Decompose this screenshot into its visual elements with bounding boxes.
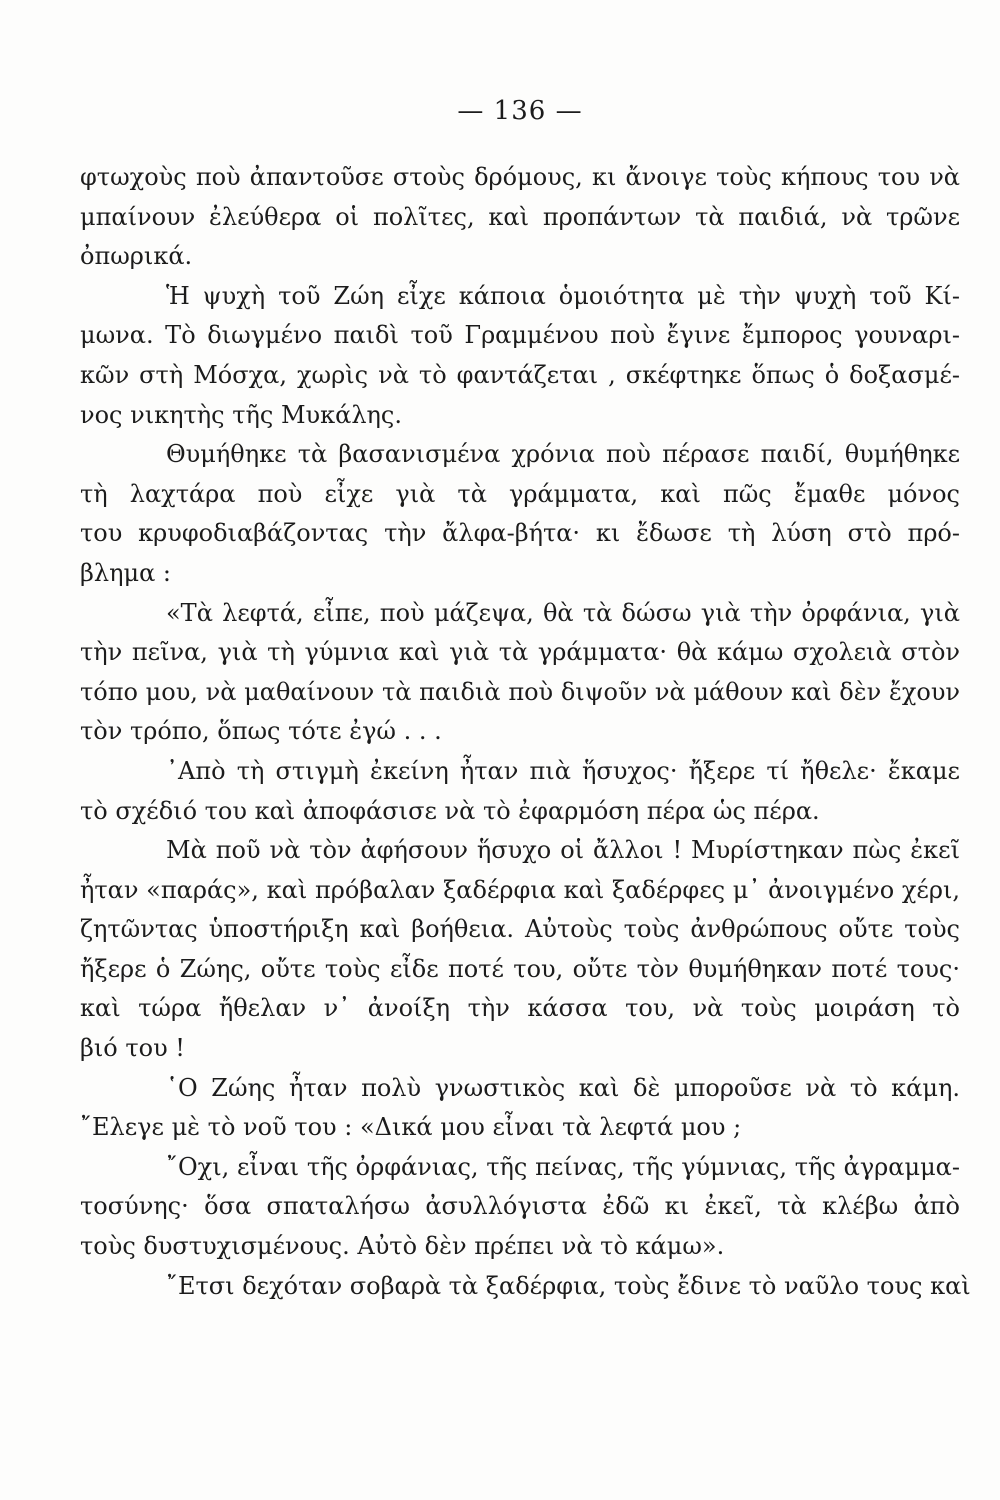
- text-line: κῶν στὴ Μόσχα, χωρὶς νὰ τὸ φαντάζεται , σκέφτηκε ὅπως ὁ δοξασμέ-: [80, 360, 960, 389]
- text-line: του κρυφοδιαβάζοντας τὴν ἄλφα-βήτα· κι ἔδωσε τὴ λύση στὸ πρό-: [80, 519, 960, 548]
- text-line: Μὰ ποῦ νὰ τὸν ἀφήσουν ἥσυχο οἱ ἄλλοι ! Μυρίστηκαν πὼς ἐκεῖ: [166, 836, 960, 865]
- body-text: [80, 158, 971, 1306]
- text-line: βιό του !: [80, 1034, 185, 1063]
- text-line: ἦταν «παράς», καὶ πρόβαλαν ξαδέρφια καὶ ξαδέρφες μ᾿ ἀνοιγμένο χέρι,: [80, 875, 960, 904]
- text-line: τὴν πεῖνα, γιὰ τὴ γύμνια καὶ γιὰ τὰ γράμματα· θὰ κάμω σχολειὰ στὸν: [80, 638, 960, 667]
- text-line: μπαίνουν ἐλεύθερα οἱ πολῖτες, καὶ προπάντων τὰ παιδιά, νὰ τρῶνε: [80, 202, 960, 231]
- text-line: ῎Οχι, εἶναι τῆς ὀρφάνιας, τῆς πείνας, τῆς γύμνιας, τῆς ἀγραμμα-: [166, 1152, 960, 1181]
- text-line: φτωχοὺς ποὺ ἀπαντοῦσε στοὺς δρόμους, κι ἄνοιγε τοὺς κήπους του νὰ: [80, 163, 960, 191]
- text-line: ἤξερε ὁ Ζώης, οὔτε τοὺς εἶδε ποτέ του, οὔτε τὸν θυμήθηκαν ποτέ τους·: [80, 954, 960, 983]
- text-line: τὴ λαχτάρα ποὺ εἶχε γιὰ τὰ γράμματα, καὶ πῶς ἔμαθε μόνος: [80, 479, 960, 508]
- text-line: καὶ τώρα ἤθελαν ν᾿ ἀνοίξη τὴν κάσσα του, νὰ τοὺς μοιράση τὸ: [80, 994, 960, 1023]
- text-line: τόπο μου, νὰ μαθαίνουν τὰ παιδιὰ ποὺ διψοῦν νὰ μάθουν καὶ δὲν ἔχουν: [80, 677, 960, 706]
- text-line: βλημα :: [80, 558, 171, 587]
- text-line: ᾿Απὸ τὴ στιγμὴ ἐκείνη ἦταν πιὰ ἥσυχος· ἤξερε τί ἤθελε· ἔκαμε: [166, 756, 960, 785]
- text-line: ῎Ελεγε μὲ τὸ νοῦ του : «Δικά μου εἶναι τὰ λεφτά μου ;: [80, 1113, 742, 1142]
- text-line: τὸ σχέδιό του καὶ ἀποφάσισε νὰ τὸ ἐφαρμόση πέρα ὡς πέρα.: [80, 796, 820, 825]
- page-number: — 136 —: [457, 96, 583, 126]
- text-line: Ἡ ψυχὴ τοῦ Ζώη εἶχε κάποια ὁμοιότητα μὲ τὴν ψυχὴ τοῦ Κί-: [166, 281, 960, 310]
- text-line: ῾Ο Ζώης ἦταν πολὺ γνωστικὸς καὶ δὲ μποροῦσε νὰ τὸ κάμη.: [166, 1073, 960, 1102]
- text-line: τοὺς δυστυχισμένους. Αὐτὸ δὲν πρέπει νὰ τὸ κάμω».: [80, 1232, 725, 1261]
- text-line: τοσύνης· ὅσα σπαταλήσω ἀσυλλόγιστα ἐδῶ κι ἐκεῖ, τὰ κλέβω ἀπὸ: [80, 1192, 960, 1221]
- text-line: ὀπωρικά.: [80, 242, 193, 271]
- text-line: μωνα. Τὸ διωγμένο παιδὶ τοῦ Γραμμένου ποὺ ἔγινε ἔμπορος γουναρι-: [80, 321, 960, 350]
- text-line: ῎Ετσι δεχόταν σοβαρὰ τὰ ξαδέρφια, τοὺς ἔδινε τὸ ναῦλο τους καὶ: [166, 1271, 971, 1300]
- text-line: Θυμήθηκε τὰ βασανισμένα χρόνια ποὺ πέρασε παιδί, θυμήθηκε: [166, 440, 960, 469]
- text-line: ζητῶντας ὑποστήριξη καὶ βοήθεια. Αὐτοὺς τοὺς ἀνθρώπους οὔτε τοὺς: [80, 915, 960, 944]
- text-line: τὸν τρόπο, ὅπως τότε ἐγώ . . .: [80, 717, 442, 746]
- text-line: νος νικητὴς τῆς Μυκάλης.: [80, 400, 402, 429]
- text-line: «Τὰ λεφτά, εἶπε, ποὺ μάζεψα, θὰ τὰ δώσω γιὰ τὴν ὀρφάνια, γιὰ: [166, 598, 960, 627]
